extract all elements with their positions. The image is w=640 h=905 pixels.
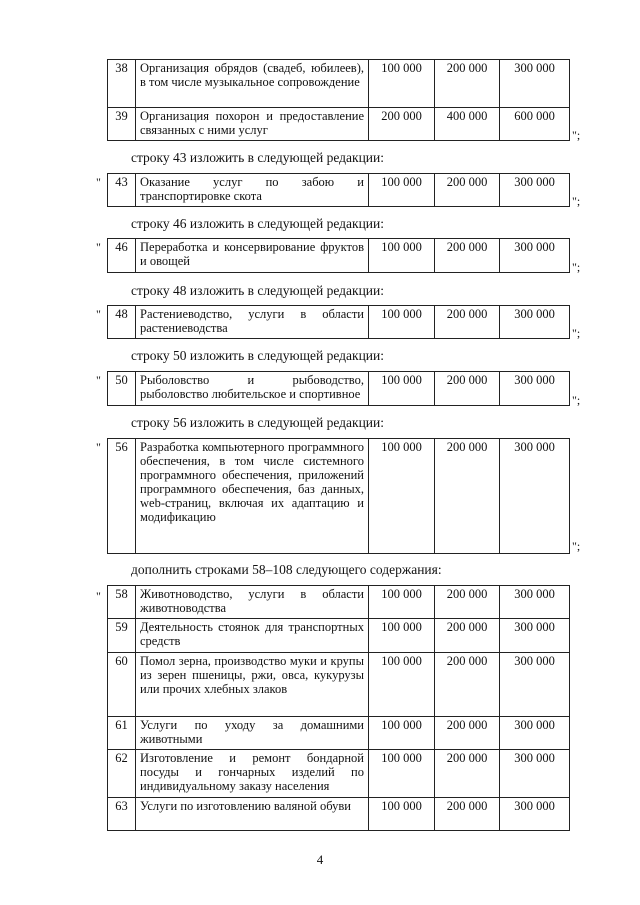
- closing-quote: ";: [572, 128, 581, 142]
- section-heading: строку 46 изложить в следующей редакции:: [131, 216, 385, 231]
- table-block-43: [107, 173, 570, 207]
- amount-2: 200 000: [435, 372, 500, 406]
- amount-3: 300 000: [500, 619, 570, 653]
- row-description: Животноводство, услуги в области животноводства: [136, 586, 369, 619]
- table-row: [108, 174, 570, 207]
- row-number: 38: [108, 60, 136, 108]
- table-row: [108, 372, 570, 406]
- amount-1: 100 000: [369, 717, 435, 750]
- table-block-0: [107, 59, 570, 141]
- section-heading: строку 56 изложить в следующей редакции:: [131, 415, 385, 430]
- amount-1: 100 000: [369, 653, 435, 717]
- amount-3: 300 000: [500, 750, 570, 798]
- amount-1: 100 000: [369, 798, 435, 831]
- amount-2: 200 000: [435, 239, 500, 273]
- row-description: Оказание услуг по забою и транспортировке скота: [136, 174, 369, 207]
- table-row: [108, 653, 570, 717]
- amount-1: 100 000: [369, 750, 435, 798]
- amount-1: 100 000: [369, 586, 435, 619]
- row-number: 62: [108, 750, 136, 798]
- table-row: [108, 60, 570, 108]
- amount-3: 300 000: [500, 174, 570, 207]
- row-description: Изготовление и ремонт бондарной посуды и гончарных изделий по индивидуальному заказу населения: [136, 750, 369, 798]
- row-number: 48: [108, 306, 136, 339]
- closing-quote: ";: [572, 326, 581, 340]
- opening-quote: ": [96, 440, 101, 454]
- amount-2: 400 000: [435, 108, 500, 141]
- row-number: 63: [108, 798, 136, 831]
- opening-quote: ": [96, 240, 101, 254]
- section-heading: строку 50 изложить в следующей редакции:: [131, 348, 385, 363]
- amount-3: 300 000: [500, 798, 570, 831]
- page-number: 4: [316, 852, 324, 867]
- table-row: [108, 306, 570, 339]
- amount-2: 200 000: [435, 798, 500, 831]
- table-row: [108, 717, 570, 750]
- row-description: Помол зерна, производство муки и крупы из зерен пшеницы, ржи, овса, кукурузы или прочих хлебных злаков: [136, 653, 369, 717]
- table-block-46: [107, 238, 570, 273]
- closing-quote: ";: [572, 260, 581, 274]
- row-description: Услуги по уходу за домашними животными: [136, 717, 369, 750]
- row-number: 56: [108, 439, 136, 554]
- amount-3: 300 000: [500, 239, 570, 273]
- amount-2: 200 000: [435, 653, 500, 717]
- amount-3: 300 000: [500, 60, 570, 108]
- row-number: 46: [108, 239, 136, 273]
- closing-quote: ";: [572, 393, 581, 407]
- closing-quote: ";: [572, 194, 581, 208]
- amount-3: 300 000: [500, 372, 570, 406]
- amount-3: 300 000: [500, 717, 570, 750]
- table-block-48: [107, 305, 570, 339]
- amount-2: 200 000: [435, 619, 500, 653]
- amount-2: 200 000: [435, 306, 500, 339]
- row-number: 59: [108, 619, 136, 653]
- amount-1: 100 000: [369, 239, 435, 273]
- table-row: [108, 619, 570, 653]
- row-description: Организация обрядов (свадеб, юбилеев), в том числе музыкальное сопровождение: [136, 60, 369, 108]
- row-description: Деятельность стоянок для транспортных средств: [136, 619, 369, 653]
- amount-1: 100 000: [369, 439, 435, 554]
- row-description: Рыболовство и рыбоводство, рыболовство любительское и спортивное: [136, 372, 369, 406]
- closing-quote: ";: [572, 539, 581, 553]
- row-number: 50: [108, 372, 136, 406]
- row-description: Услуги по изготовлению валяной обуви: [136, 798, 369, 831]
- table-row: [108, 586, 570, 619]
- table-block-56: [107, 438, 570, 554]
- row-description: Переработка и консервирование фруктов и овощей: [136, 239, 369, 273]
- amount-3: 300 000: [500, 586, 570, 619]
- amount-3: 300 000: [500, 306, 570, 339]
- amount-2: 200 000: [435, 60, 500, 108]
- amount-2: 200 000: [435, 174, 500, 207]
- table-row: [108, 798, 570, 831]
- row-number: 60: [108, 653, 136, 717]
- section-heading: строку 48 изложить в следующей редакции:: [131, 283, 385, 298]
- row-number: 43: [108, 174, 136, 207]
- amount-1: 100 000: [369, 619, 435, 653]
- amount-3: 300 000: [500, 439, 570, 554]
- row-description: Организация похорон и предоставление связанных с ними услуг: [136, 108, 369, 141]
- row-number: 58: [108, 586, 136, 619]
- row-description: Растениеводство, услуги в области растениеводства: [136, 306, 369, 339]
- section-heading: строку 43 изложить в следующей редакции:: [131, 150, 385, 165]
- table-row: [108, 239, 570, 273]
- table-row: [108, 108, 570, 141]
- amount-3: 300 000: [500, 653, 570, 717]
- amount-1: 100 000: [369, 306, 435, 339]
- amount-1: 100 000: [369, 174, 435, 207]
- amount-2: 200 000: [435, 439, 500, 554]
- table-row: [108, 439, 570, 554]
- amount-1: 100 000: [369, 372, 435, 406]
- row-description: Разработка компьютерного программного обеспечения, в том числе системного программного обеспечения, приложений программного обеспечения, баз данных, web-страниц, включая их адаптацию и модификацию: [136, 439, 369, 554]
- table-block-50: [107, 371, 570, 406]
- opening-quote: ": [96, 175, 101, 189]
- amount-3: 600 000: [500, 108, 570, 141]
- table-block-58-108: [107, 585, 570, 831]
- opening-quote: ": [96, 307, 101, 321]
- section-heading: дополнить строками 58–108 следующего содержания:: [131, 562, 442, 577]
- amount-2: 200 000: [435, 717, 500, 750]
- row-number: 39: [108, 108, 136, 141]
- opening-quote: ": [96, 373, 101, 387]
- amount-1: 200 000: [369, 108, 435, 141]
- table-row: [108, 750, 570, 798]
- row-number: 61: [108, 717, 136, 750]
- opening-quote: ": [96, 589, 101, 603]
- amount-1: 100 000: [369, 60, 435, 108]
- amount-2: 200 000: [435, 750, 500, 798]
- amount-2: 200 000: [435, 586, 500, 619]
